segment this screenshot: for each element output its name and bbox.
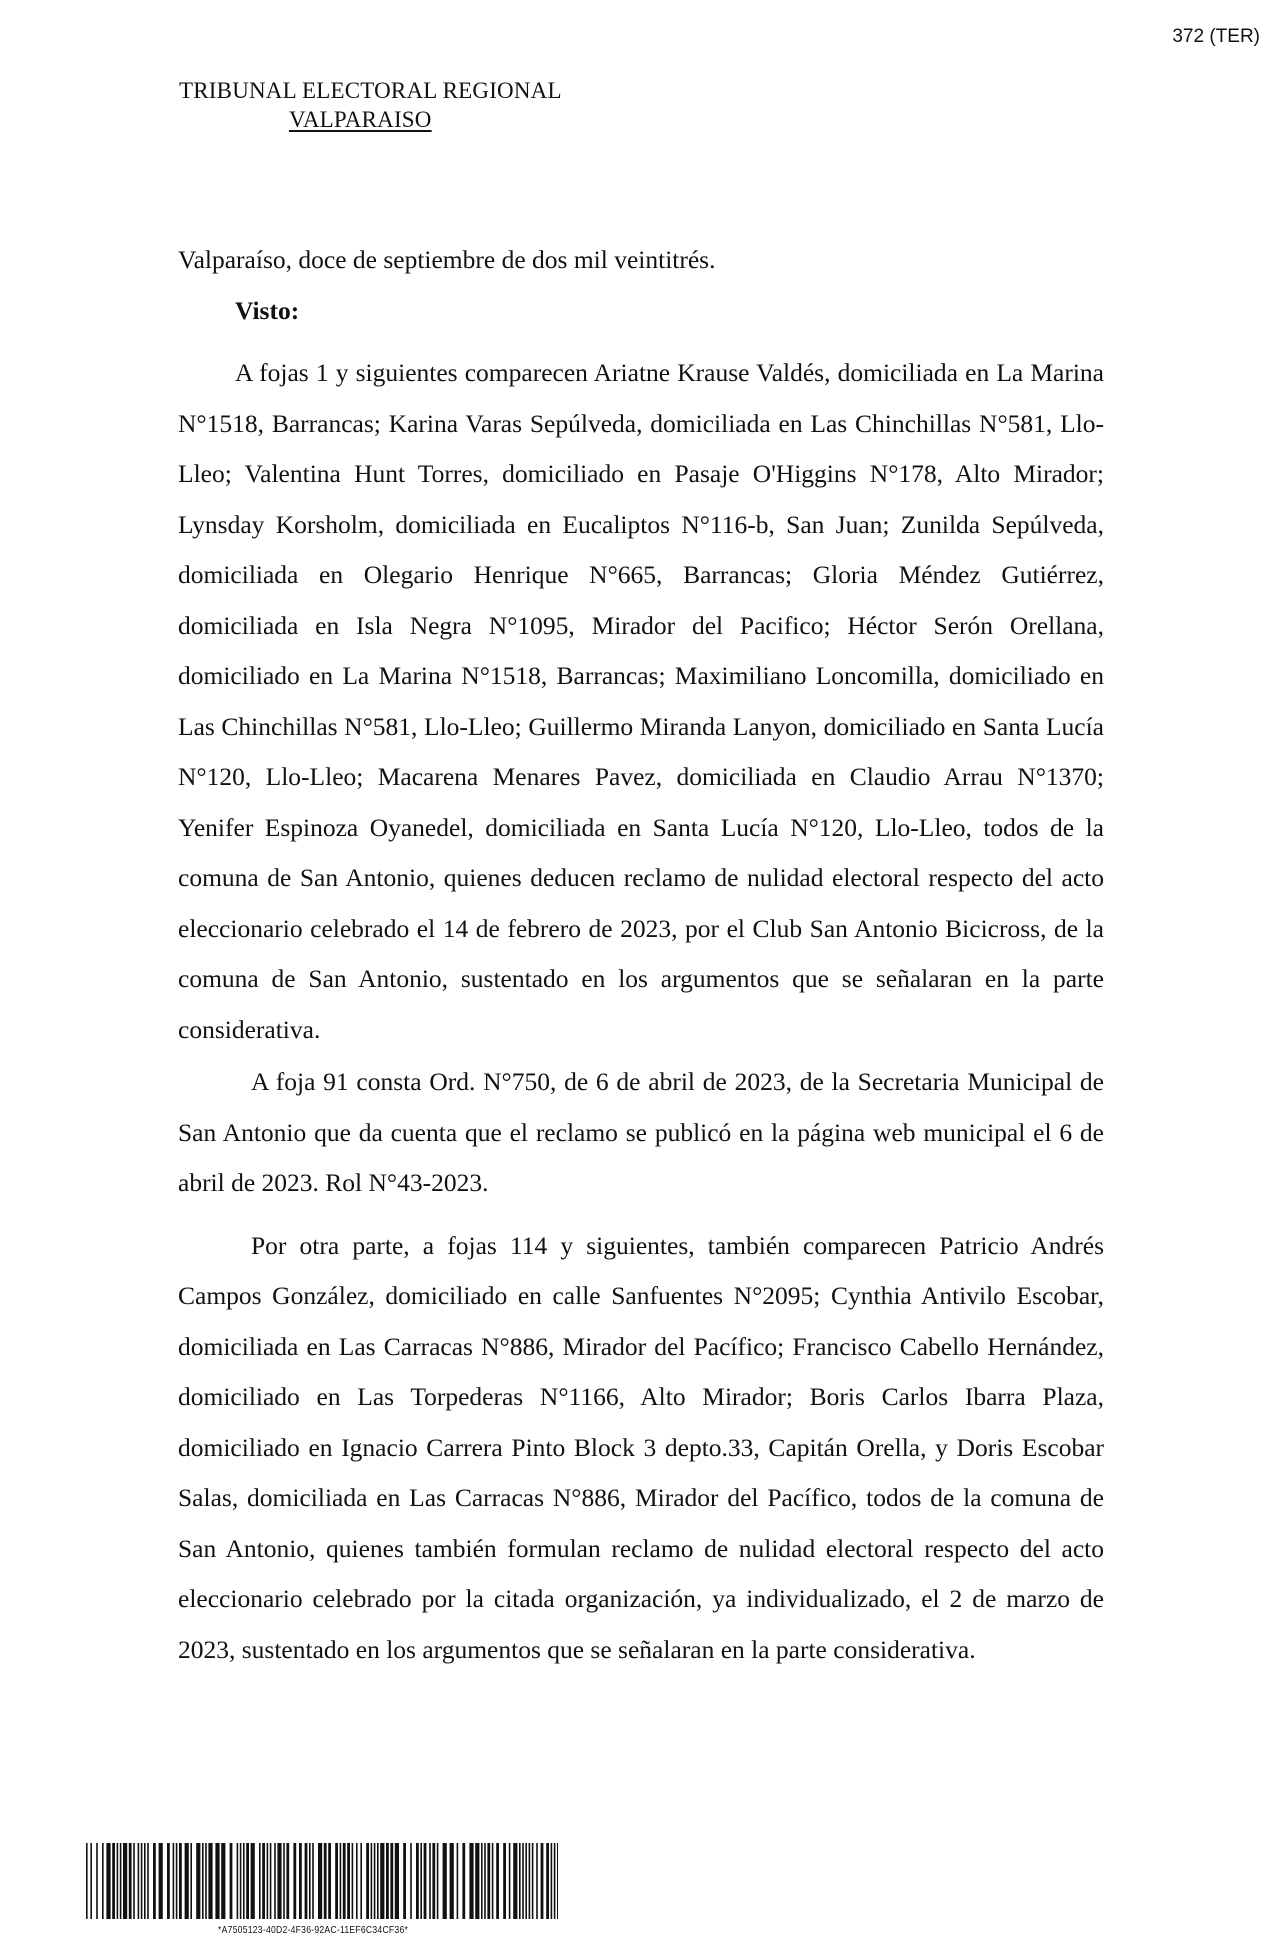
barcode-bar	[86, 1843, 88, 1919]
barcode-bar	[386, 1843, 389, 1919]
barcode-bar	[318, 1843, 322, 1919]
barcode-bar	[557, 1843, 558, 1919]
barcode-bar	[352, 1843, 354, 1919]
barcode-bar	[410, 1843, 412, 1919]
paragraph-3: Por otra parte, a fojas 114 y siguientes, también comparecen Patricio Andrés Campos González, domiciliado en calle Sanfuentes N°2095; Cynthia Antivilo Escobar, domiciliada en Las Carracas N°886, Mirador del Pacífico; Francisco Cabello Hernández, domiciliado en Las Torpederas N°1166, Alto Mirador; Boris Carlos Ibarra Plaza, domiciliado en Ignacio Carrera Pinto Block 3 depto.33, Capitán Orella, y Doris Escobar Salas, domiciliada en Las Carracas N°886, Mirador del Pacífico, todos de la comuna de San Antonio, quienes también formulan reclamo de nulidad electoral respecto del acto eleccionario celebrado por la citada organización, ya individualizado, el 2 de marzo de 2023, sustentado en los argumentos que se señalaran en la parte considerativa.	[178, 1230, 1104, 1664]
barcode-bar	[185, 1843, 189, 1919]
barcode-bar	[481, 1843, 483, 1919]
barcode-bar	[403, 1843, 406, 1919]
barcode-bar	[335, 1843, 338, 1919]
barcode-bar	[492, 1843, 494, 1919]
page-number: 372 (TER)	[1172, 26, 1260, 47]
barcode-bar	[283, 1843, 285, 1919]
barcode-bar	[173, 1843, 175, 1919]
barcode-bar	[96, 1843, 98, 1919]
barcode-bar	[147, 1843, 149, 1919]
barcode-bar	[541, 1843, 544, 1919]
barcode-bar	[443, 1843, 447, 1919]
barcode-bar	[432, 1843, 435, 1919]
barcode	[84, 1843, 560, 1919]
barcode-bar	[312, 1843, 314, 1919]
barcode-bar	[377, 1843, 379, 1919]
barcode-bar	[179, 1843, 182, 1919]
barcode-bar	[270, 1843, 272, 1919]
barcode-bar	[237, 1843, 239, 1919]
barcode-bar	[205, 1843, 207, 1919]
tribunal-city: VALPARAISO	[289, 107, 432, 132]
barcode-bar	[509, 1843, 511, 1919]
barcode-bar	[429, 1843, 431, 1919]
barcode-bar	[416, 1843, 419, 1919]
barcode-bar	[190, 1843, 192, 1919]
barcode-bar	[503, 1843, 506, 1919]
barcode-bar	[484, 1843, 486, 1919]
barcode-bar	[340, 1843, 342, 1919]
barcode-bar	[246, 1843, 249, 1919]
barcode-bar	[230, 1843, 233, 1919]
barcode-bar	[267, 1843, 269, 1919]
barcode-bar	[424, 1843, 427, 1919]
barcode-bar	[141, 1843, 143, 1919]
barcode-bar	[129, 1843, 132, 1919]
barcode-bar	[299, 1843, 302, 1919]
barcode-bar	[519, 1843, 521, 1919]
barcode-bar	[167, 1843, 170, 1919]
barcode-bar	[274, 1843, 276, 1919]
barcode-bar	[487, 1843, 490, 1919]
barcode-bar	[532, 1843, 534, 1919]
barcode-bar	[112, 1843, 115, 1919]
barcode-bar	[176, 1843, 178, 1919]
barcode-bar	[293, 1843, 296, 1919]
visto-heading: Visto:	[235, 295, 300, 325]
barcode-bar	[529, 1843, 531, 1919]
barcode-bar	[243, 1843, 245, 1919]
barcode-bar	[144, 1843, 146, 1919]
barcode-bar	[240, 1843, 242, 1919]
barcode-bar	[328, 1843, 331, 1919]
barcode-bar	[462, 1843, 465, 1919]
barcode-bar	[496, 1843, 499, 1919]
barcode-bar	[395, 1843, 399, 1919]
barcode-bar	[153, 1843, 156, 1919]
barcode-bar	[221, 1843, 225, 1919]
tribunal-name: TRIBUNAL ELECTORAL REGIONAL	[179, 78, 562, 103]
barcode-bar	[522, 1843, 524, 1919]
barcode-bar	[324, 1843, 327, 1919]
barcode-bar	[159, 1843, 163, 1919]
barcode-bar	[380, 1843, 384, 1919]
barcode-bar	[208, 1843, 212, 1919]
barcode-bar	[305, 1843, 308, 1919]
barcode-bar	[343, 1843, 346, 1919]
barcode-bar	[450, 1843, 454, 1919]
barcode-bar	[106, 1843, 110, 1919]
document-header	[179, 76, 562, 134]
barcode-bar	[390, 1843, 393, 1919]
barcode-bar	[102, 1843, 104, 1919]
barcode-bar	[215, 1843, 219, 1919]
barcode-bar	[437, 1843, 439, 1919]
paragraph-1: A fojas 1 y siguientes comparecen Ariatne Krause Valdés, domiciliada en La Marina N°1518, Barrancas; Karina Varas Sepúlveda, domiciliada en Las Chinchillas N°581, Llo-Lleo; Valentina Hunt Torres, domiciliado en Pasaje O'Higgins N°178, Alto Mirador; Lynsday Korsholm, domiciliada en Eucaliptos N°116-b, San Juan; Zunilda Sepúlveda, domiciliada en Olegario Henrique N°665, Barrancas; Gloria Méndez Gutiérrez, domiciliada en Isla Negra N°1095, Mirador del Pacifico; Héctor Serón Orellana, domiciliado en La Marina N°1518, Barrancas; Maximiliano Loncomilla, domiciliado en Las Chinchillas N°581, Llo-Lleo; Guillermo Miranda Lanyon, domiciliado en Santa Lucía N°120, Llo-Lleo; Macarena Menares Pavez, domiciliada en Claudio Arrau N°1370; Yenifer Espinoza Oyanedel, domiciliada en Santa Lucía N°120, Llo-Lleo, todos de la comuna de San Antonio, quienes deducen reclamo de nulidad electoral respecto del acto eleccionario celebrado el 14 de febrero de 2023, por el Club San Antonio Bicicross, de la comuna de San Antonio, sustentado en los argumentos que se señalaran en la parte considerativa.	[178, 358, 1104, 1044]
barcode-bar	[513, 1843, 517, 1919]
barcode-bar	[457, 1843, 459, 1919]
barcode-bar	[347, 1843, 350, 1919]
barcode-bar	[133, 1843, 135, 1919]
date-line: Valparaíso, doce de septiembre de dos mil veintitrés.	[178, 245, 716, 274]
barcode-bar	[536, 1843, 538, 1919]
barcode-bar	[475, 1843, 479, 1919]
barcode-bar	[551, 1843, 553, 1919]
barcode-bar	[525, 1843, 527, 1919]
barcode-bar	[259, 1843, 261, 1919]
barcode-bar	[371, 1843, 373, 1919]
paragraph-2: A foja 91 consta Ord. N°750, de 6 de abril de 2023, de la Secretaria Municipal de San Antonio que da cuenta que el reclamo se publicó en la página web municipal el 6 de abril de 2023. Rol N°43-2023.	[178, 1067, 1104, 1197]
barcode-bar	[374, 1843, 376, 1919]
barcode-bar	[420, 1843, 422, 1919]
barcode-bar	[90, 1843, 92, 1919]
barcode-bar	[469, 1843, 473, 1919]
barcode-bar	[196, 1843, 200, 1919]
barcode-caption: *A7505123-40D2-4F36-92AC-11EF6C34CF36*	[218, 1924, 409, 1936]
barcode-bar	[546, 1843, 549, 1919]
barcode-bar	[117, 1843, 119, 1919]
barcode-bar	[356, 1843, 358, 1919]
barcode-bar	[251, 1843, 255, 1919]
barcode-bar	[138, 1843, 140, 1919]
barcode-bar	[277, 1843, 281, 1919]
barcode-bar	[366, 1843, 369, 1919]
barcode-bar	[123, 1843, 127, 1919]
barcode-bar	[554, 1843, 556, 1919]
barcode-bar	[202, 1843, 204, 1919]
barcode-graphic	[84, 1843, 560, 1919]
barcode-bar	[360, 1843, 362, 1919]
barcode-bar	[286, 1843, 289, 1919]
barcode-bar	[120, 1843, 122, 1919]
barcode-bar	[309, 1843, 311, 1919]
barcode-bar	[262, 1843, 265, 1919]
document-body	[178, 235, 1104, 1675]
